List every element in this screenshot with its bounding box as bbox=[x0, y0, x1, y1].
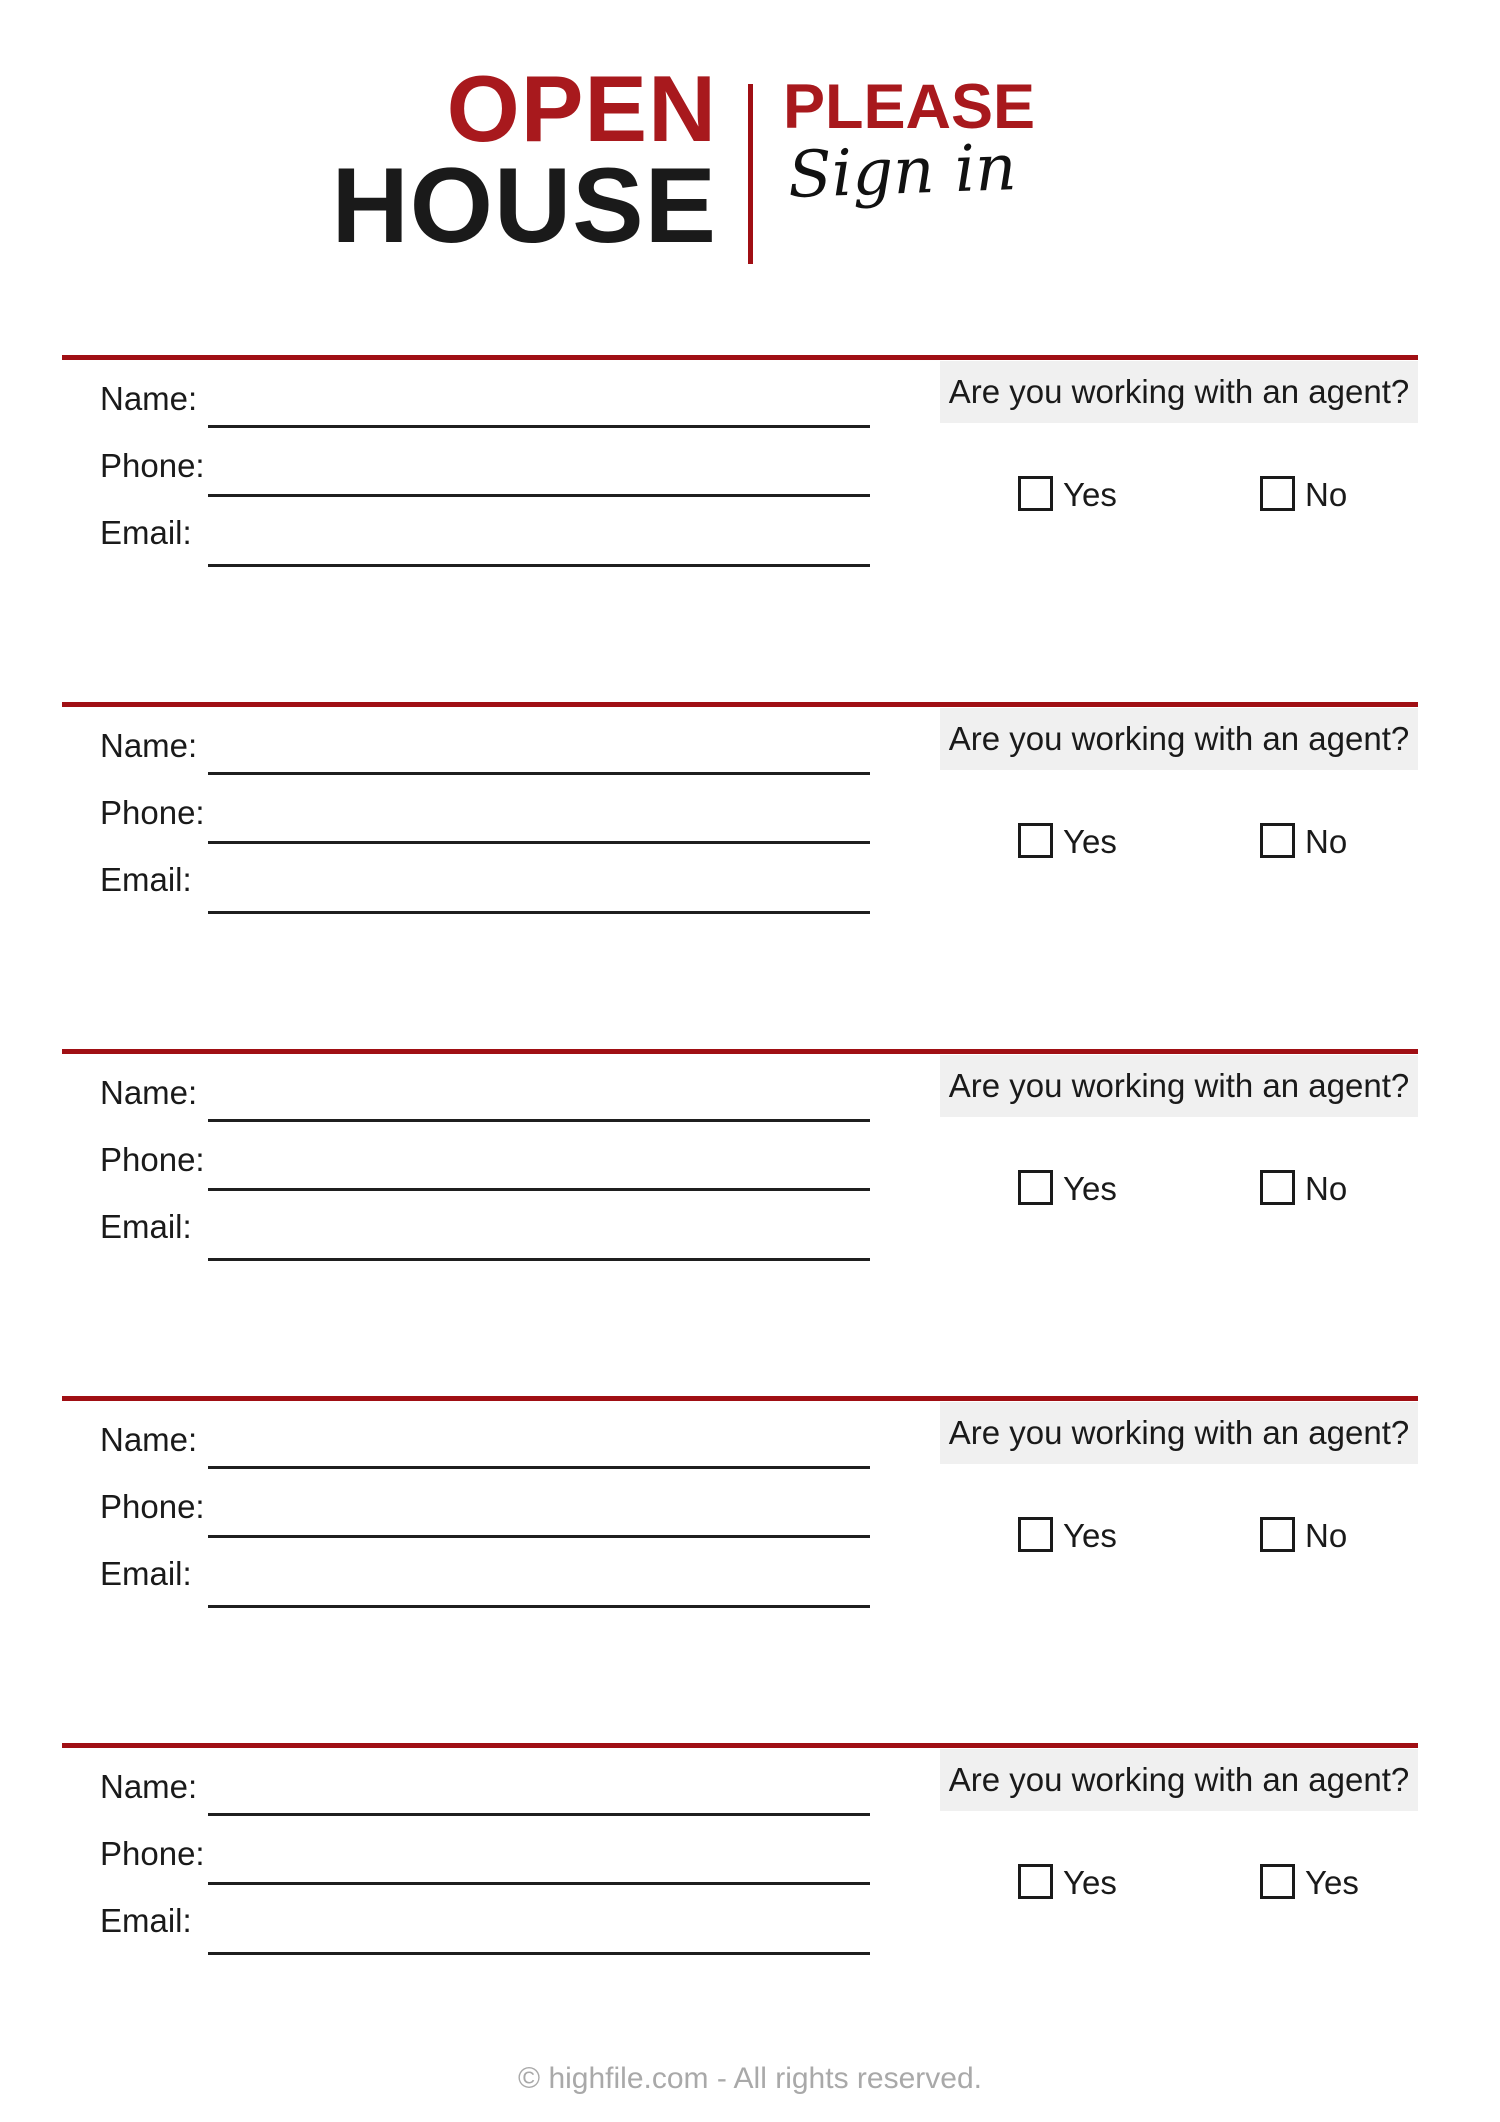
agent-yes-checkbox[interactable] bbox=[1018, 476, 1053, 511]
email-input-line[interactable] bbox=[208, 564, 870, 567]
agent-yes-label: Yes bbox=[1063, 1170, 1117, 1207]
copyright-text: © highfile.com - All rights reserved. bbox=[518, 2062, 982, 2095]
agent-yes-label: Yes bbox=[1063, 476, 1117, 513]
phone-input-line[interactable] bbox=[208, 494, 870, 497]
name-input-line[interactable] bbox=[208, 1813, 870, 1816]
name-input-line[interactable] bbox=[208, 1466, 870, 1469]
agent-no-checkbox[interactable] bbox=[1260, 1517, 1295, 1552]
name-input-line[interactable] bbox=[208, 425, 870, 428]
header bbox=[0, 0, 1500, 280]
subtitle-please: PLEASE bbox=[783, 72, 1036, 142]
section-top-rule bbox=[62, 702, 1418, 707]
email-label: Email: bbox=[100, 861, 192, 898]
agent-no-checkbox[interactable] bbox=[1260, 1170, 1295, 1205]
signin-section bbox=[0, 1049, 1500, 1349]
title-open: OPEN bbox=[446, 56, 717, 161]
agent-yes-label: Yes bbox=[1063, 823, 1117, 860]
phone-label: Phone: bbox=[100, 794, 205, 831]
phone-input-line[interactable] bbox=[208, 841, 870, 844]
agent-question-panel bbox=[940, 1749, 1418, 1811]
section-top-rule bbox=[62, 1743, 1418, 1748]
signin-section bbox=[0, 702, 1500, 1002]
agent-no-checkbox[interactable] bbox=[1260, 823, 1295, 858]
header-divider-line bbox=[748, 84, 753, 264]
phone-label: Phone: bbox=[100, 1488, 205, 1525]
title-house: HOUSE bbox=[331, 145, 717, 265]
name-input-line[interactable] bbox=[208, 1119, 870, 1122]
agent-question-text: Are you working with an agent? bbox=[948, 1067, 1410, 1104]
email-input-line[interactable] bbox=[208, 1258, 870, 1261]
agent-question-text: Are you working with an agent? bbox=[948, 1414, 1410, 1451]
page-title bbox=[331, 56, 717, 265]
agent-yes-checkbox[interactable] bbox=[1018, 1864, 1053, 1899]
agent-yes-checkbox[interactable] bbox=[1018, 1517, 1053, 1552]
signin-section bbox=[0, 1743, 1500, 2043]
agent-no-checkbox[interactable] bbox=[1260, 476, 1295, 511]
name-label: Name: bbox=[100, 380, 198, 417]
name-input-line[interactable] bbox=[208, 772, 870, 775]
email-label: Email: bbox=[100, 514, 192, 551]
agent-yes-checkbox[interactable] bbox=[1018, 1170, 1053, 1205]
email-input-line[interactable] bbox=[208, 1952, 870, 1955]
phone-label: Phone: bbox=[100, 447, 205, 484]
agent-question-panel bbox=[940, 1055, 1418, 1117]
name-label: Name: bbox=[100, 1074, 198, 1111]
agent-question-text: Are you working with an agent? bbox=[948, 1761, 1410, 1798]
name-label: Name: bbox=[100, 1768, 198, 1805]
phone-input-line[interactable] bbox=[208, 1535, 870, 1538]
email-input-line[interactable] bbox=[208, 1605, 870, 1608]
email-label: Email: bbox=[100, 1555, 192, 1592]
agent-no-label: No bbox=[1305, 1170, 1348, 1207]
section-top-rule bbox=[62, 1396, 1418, 1401]
signin-section bbox=[0, 355, 1500, 655]
subtitle-sign-in-script: Sign in bbox=[786, 131, 1018, 213]
name-label: Name: bbox=[100, 727, 198, 764]
section-top-rule bbox=[62, 355, 1418, 360]
email-label: Email: bbox=[100, 1208, 192, 1245]
phone-input-line[interactable] bbox=[208, 1188, 870, 1191]
phone-label: Phone: bbox=[100, 1835, 205, 1872]
agent-question-text: Are you working with an agent? bbox=[948, 373, 1410, 410]
email-label: Email: bbox=[100, 1902, 192, 1939]
agent-yes2-checkbox[interactable] bbox=[1260, 1864, 1295, 1899]
agent-yes-label: Yes bbox=[1063, 1517, 1117, 1554]
agent-question-panel bbox=[940, 361, 1418, 423]
agent-yes-checkbox[interactable] bbox=[1018, 823, 1053, 858]
agent-yes2-label: Yes bbox=[1305, 1864, 1359, 1901]
agent-question-text: Are you working with an agent? bbox=[948, 720, 1410, 757]
agent-question-panel bbox=[940, 1402, 1418, 1464]
section-top-rule bbox=[62, 1049, 1418, 1054]
signin-section bbox=[0, 1396, 1500, 1696]
phone-label: Phone: bbox=[100, 1141, 205, 1178]
agent-no-label: No bbox=[1305, 1517, 1348, 1554]
agent-no-label: No bbox=[1305, 823, 1348, 860]
agent-no-label: No bbox=[1305, 476, 1348, 513]
name-label: Name: bbox=[100, 1421, 198, 1458]
email-input-line[interactable] bbox=[208, 911, 870, 914]
agent-yes-label: Yes bbox=[1063, 1864, 1117, 1901]
phone-input-line[interactable] bbox=[208, 1882, 870, 1885]
agent-question-panel bbox=[940, 708, 1418, 770]
